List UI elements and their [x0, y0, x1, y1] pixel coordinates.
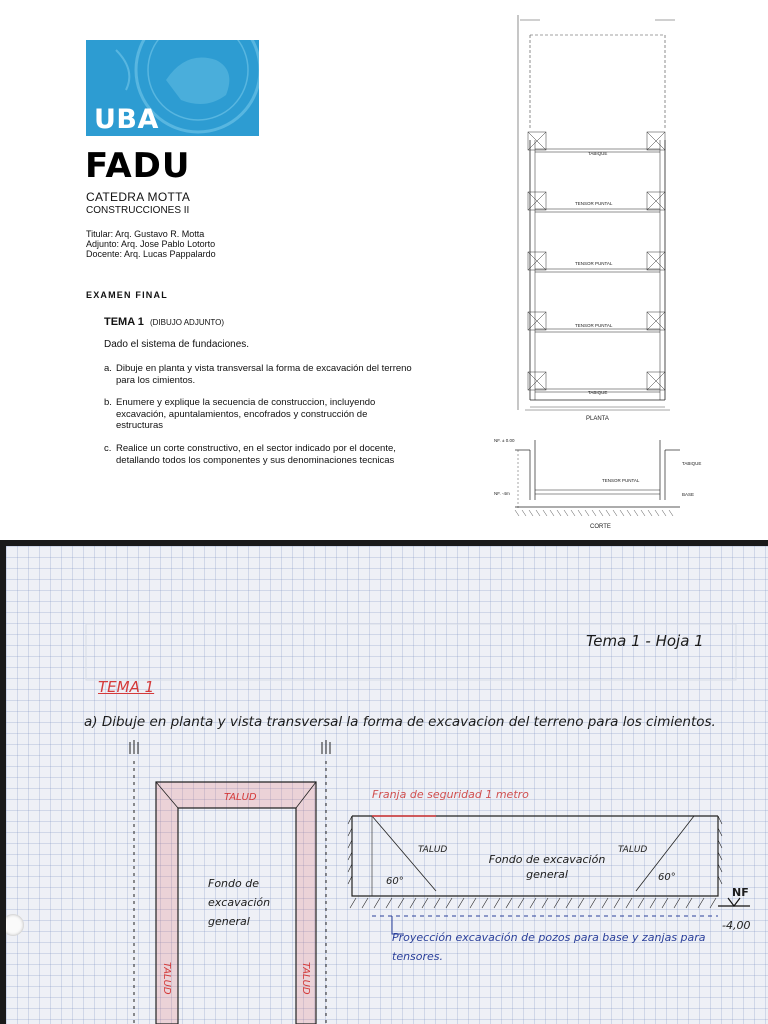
- angle-label-right: 60°: [658, 872, 676, 883]
- plan-labels: [575, 151, 613, 422]
- hw-fondo-plan: Fondo de excavación general: [208, 877, 271, 928]
- tabique-top-label: TABIQUE: [588, 151, 608, 156]
- section-labels: [494, 438, 701, 530]
- plan-title: PLANTA: [586, 416, 609, 422]
- tensor-label-2: TENSOR PUNTAL: [575, 261, 613, 266]
- staff-titular: Titular: Arq. Gustavo R. Motta: [86, 229, 205, 239]
- foundation-drawings: [480, 10, 740, 540]
- hw-proyeccion-note: Proyección excavación de pozos para base y zanjas para tensores.: [392, 931, 706, 963]
- nf-bottom-label: NF. -4m: [494, 491, 510, 496]
- tema-note: (DIBUJO ADJUNTO): [149, 318, 225, 327]
- talud-label-top: TALUD: [224, 792, 257, 803]
- hw-question: a) Dibuje en planta y vista transversal la forma de excavacion del terreno para los cimientos.: [84, 714, 716, 730]
- exam-item-a: [104, 363, 414, 386]
- tensor-label-3: TENSOR PUNTAL: [575, 323, 613, 328]
- logo-text: UBA: [94, 104, 159, 135]
- item-text: Dibuje en planta y vista transversal la forma de excavación del terreno para los cimientos.: [116, 363, 412, 386]
- section-tabique-label: TABIQUE: [682, 461, 702, 466]
- item-text: Enumere y explique la secuencia de construccion, incluyendo excavación, apuntalamientos, encofrados y construcción de estructuras: [116, 397, 376, 431]
- hw-tema-title: TEMA 1: [98, 678, 155, 696]
- tema-label: TEMA 1: [104, 316, 144, 328]
- tema-heading: [104, 316, 224, 328]
- plan-frame: [525, 140, 670, 410]
- section-drawing: [515, 440, 680, 516]
- section-tensor-label: TENSOR PUNTAL: [602, 478, 640, 483]
- grid-paper: [6, 546, 768, 1024]
- exam-item-c: [104, 443, 414, 466]
- hw-nf-label: NF: [732, 886, 749, 899]
- plan-tie-beams: [535, 149, 660, 392]
- course-name: CONSTRUCCIONES II: [86, 205, 190, 216]
- tensor-label-1: TENSOR PUNTAL: [575, 201, 613, 206]
- uba-logo: [86, 40, 259, 136]
- nf-marker-icon: [718, 898, 750, 906]
- staff-docente: Docente: Arq. Lucas Pappalardo: [86, 249, 216, 259]
- catedra-name: CATEDRA MOTTA: [86, 190, 191, 204]
- item-letter: b.: [104, 397, 112, 408]
- exam-item-b: [104, 397, 414, 432]
- exam-intro: Dado el sistema de fundaciones.: [104, 339, 250, 350]
- talud-label-left: TALUD: [161, 962, 172, 995]
- hw-franja-label: Franja de seguridad 1 metro: [372, 788, 529, 801]
- faculty-title: FADU: [85, 146, 191, 186]
- tabique-bottom-label: TABIQUE: [588, 390, 608, 395]
- item-letter: a.: [104, 363, 112, 374]
- section-base-label: BASE: [682, 492, 695, 497]
- plan-upper-dashed: [518, 15, 675, 410]
- staff-adjunto: Adjunto: Arq. Jose Pablo Lotorto: [86, 239, 216, 249]
- item-letter: c.: [104, 443, 112, 454]
- talud-label-section-right: TALUD: [618, 845, 648, 855]
- section-title: CORTE: [590, 524, 611, 530]
- nf-top-label: NF. ± 0.00: [494, 438, 515, 443]
- hw-level-value: -4,00: [722, 919, 751, 932]
- item-text: Realice un corte constructivo, en el sector indicado por el docente, detallando todos los componentes y sus denominaciones tecnicas: [116, 443, 396, 466]
- sheet-header: Tema 1 - Hoja 1: [586, 632, 704, 650]
- hw-fondo-section: Fondo de excavación general: [488, 853, 606, 881]
- talud-label-section-left: TALUD: [418, 845, 448, 855]
- handwritten-photo: [0, 540, 768, 1024]
- angle-label-left: 60°: [386, 876, 404, 887]
- exam-title: EXAMEN FINAL: [86, 290, 168, 300]
- talud-label-right: TALUD: [300, 962, 311, 995]
